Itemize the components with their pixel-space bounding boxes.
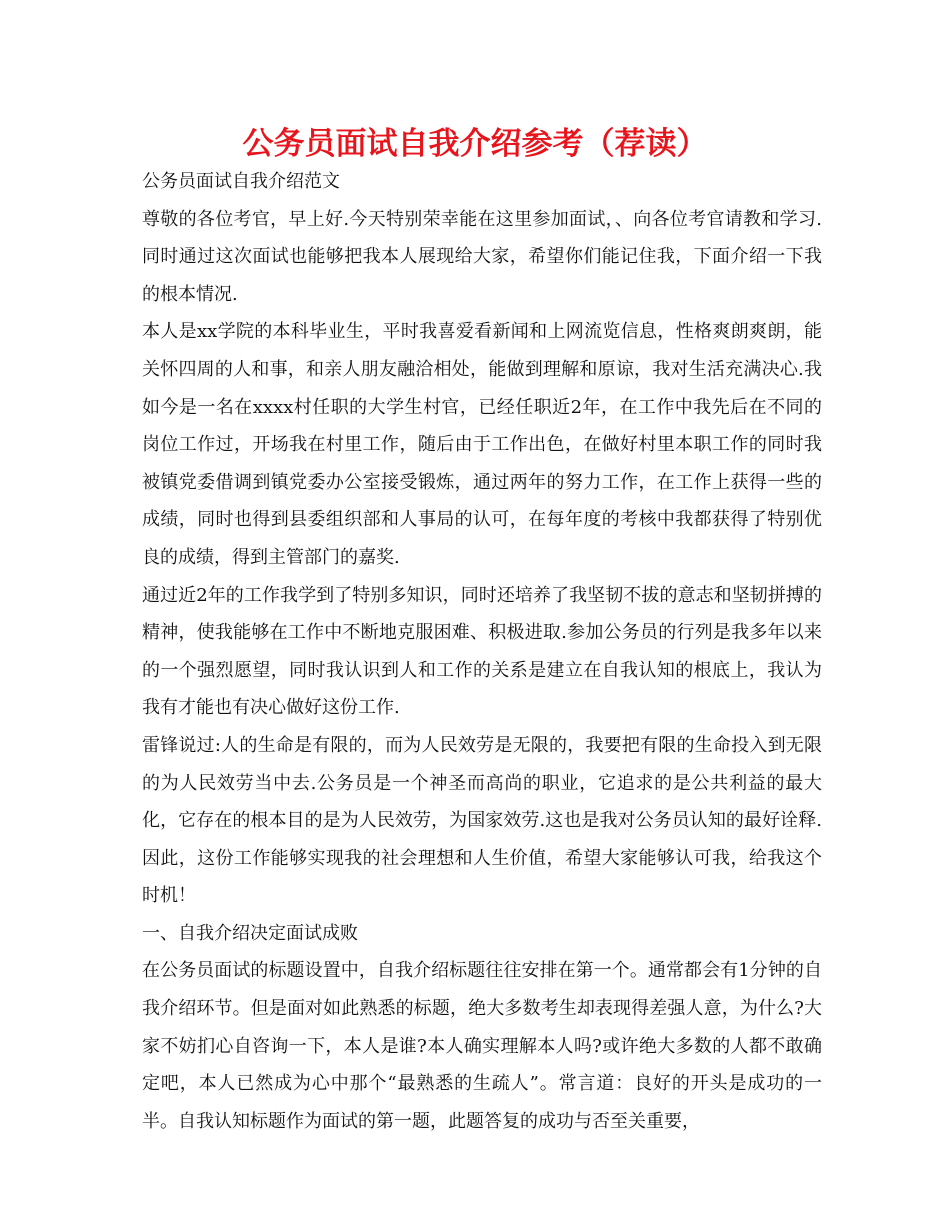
document-body bbox=[142, 163, 822, 1140]
paragraph-greeting: 尊敬的各位考官，早上好.今天特别荣幸能在这里参加面试，、向各位考官请教和学习.同时通过这次面试也能够把我本人展现给大家，希望你们能记住我，下面介绍一下我的根本情况. bbox=[142, 208, 822, 305]
section-subtitle: 公务员面试自我介绍范文 bbox=[142, 171, 340, 192]
paragraph-motivation: 雷锋说过:人的生命是有限的，而为人民效劳是无限的，我要把有限的生命投入到无限的为人民效劳当中去.公务员是一个神圣而高尚的职业，它追求的是公共利益的最大化，它存在的根本目的是为人民效劳，为国家效劳.这也是我对公务员认知的最好诠释.因此，这份工作能够实现我的社会理想和人生价值，希望大家能够认可我，给我这个时机！ bbox=[142, 734, 822, 907]
paragraph-self-intro-importance: 在公务员面试的标题设置中，自我介绍标题往往安排在第一个。通常都会有1分钟的自我介绍环节。但是面对如此熟悉的标题，绝大多数考生却表现得差强人意，为什么?大家不妨扪心自咨询一下，本人是谁?本人确实理解本人吗?或许绝大多数的人都不敢确定吧，本人已然成为心中那个“最熟悉的生疏人”。常言道：良好的开头是成功的一半。自我认知标题作为面试的第一题，此题答复的成功与否至关重要， bbox=[142, 960, 822, 1132]
document-title: 公务员面试自我介绍参考（荐读） bbox=[242, 126, 708, 162]
paragraph-experience: 通过近2年的工作我学到了特别多知识，同时还培养了我坚韧不拔的意志和坚韧拼搏的精神，使我能够在工作中不断地克服困难、积极进取.参加公务员的行列是我多年以来的一个强烈愿望，同时我认识到人和工作的关系是建立在自我认知的根底上，我认为我有才能也有决心做好这份工作. bbox=[142, 584, 822, 719]
section-heading-1: 一、自我介绍决定面试成败 bbox=[142, 922, 358, 944]
paragraph-background: 本人是xx学院的本科毕业生，平时我喜爱看新闻和上网流览信息，性格爽朗爽朗，能关怀四周的人和事，和亲人朋友融洽相处，能做到理解和原谅，我对生活充满决心.我如今是一名在xxxx村任职的大学生村官，已经任职近2年，在工作中我先后在不同的岗位工作过，开场我在村里工作，随后由于工作出色，在做好村里本职工作的同时我被镇党委借调到镇党委办公室接受锻炼，通过两年的努力工作，在工作上获得一些的成绩，同时也得到县委组织部和人事局的认可，在每年度的考核中我都获得了特别优良的成绩，得到主管部门的嘉奖. bbox=[142, 321, 822, 568]
